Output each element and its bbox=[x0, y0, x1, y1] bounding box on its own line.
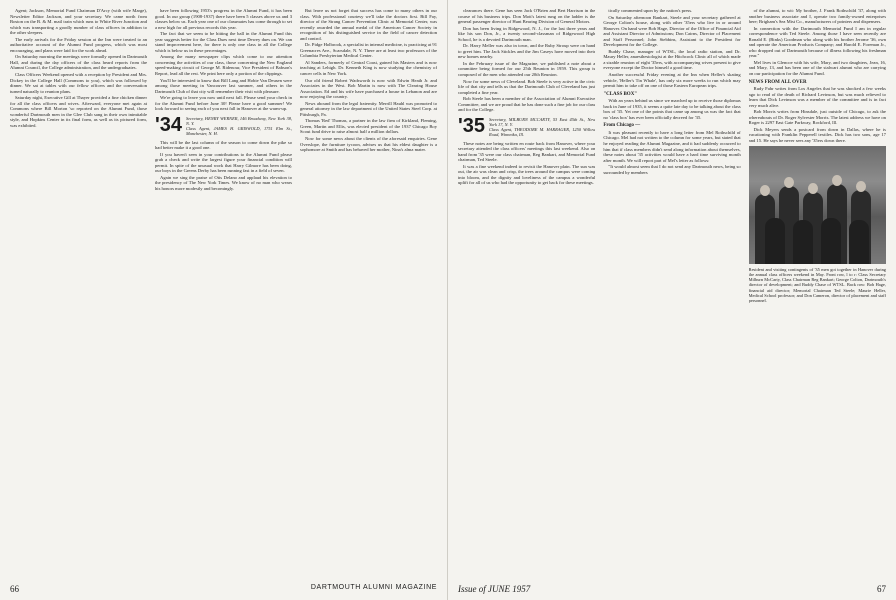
paragraph: Al Sanders, formerly of Central Coast, gained his Masters and is now teaching at Lehigh. Dr. Kenneth King is now studying the chemistry of cancer cells in New York. bbox=[300, 59, 437, 77]
class-1935-header bbox=[458, 114, 596, 138]
photo-figure bbox=[793, 220, 813, 264]
left-page-columns bbox=[10, 8, 437, 560]
paragraph: Now for some news about the clients of the aforesaid enquiries. Gene Overslope, the furniture tycoon, advises us that his eldest daughter is a sophomore at Smith and has behaved her mother, Nina's alma mater. bbox=[300, 136, 437, 153]
paragraph: Dick Meyers sends a postcard from down in Dallas, where he is vacationing with Franklin Pepperell textiles. Dick has two sons, age 17 and 15. He says he never sees any '35ers down there. bbox=[748, 126, 886, 144]
paragraph: But leave us not forget that success has come to many others in our class. With professional courtesy we'll take the doctors first. Bill Fay, director of the Strang Cancer Prevention Clinic at Memorial Center, was recently awarded the annual medal of the American Cancer Society in recognition of his distinguished service in the field of cancer detection and control. bbox=[300, 8, 437, 41]
paragraph: If you haven't seen in your contributions to the Alumni Fund please grab a check and write the largest figure your financial condition will permit. In spite of the unusual work that Harry Gilmore has been doing, our boys in the Greens Derby has been running fast in a field of seven. bbox=[155, 151, 292, 174]
paragraph: Buddy Chase, manager of WTSL, the local radio station, and Dr. Maury Heller, anaesthesiologist at the Hitchcock Clinic all of which made a sizable reunion of eight '35ers, with accompanying wives present to give everyone except the Doctor himself a good time. bbox=[603, 48, 741, 71]
class-number: '34 bbox=[155, 113, 183, 136]
photo-figure bbox=[821, 218, 841, 264]
paragraph: Saturday night, Executive Gill at Thayer provided a fine chicken dinner for all the class officers and wives. Afterward, everyone met again at Commons where Bill Morton 'so reported on the Alumni Fund, those wonderful Dartmouth men in the Glee Club sang in their own inimitable style, and Hopkins Center in its final form, as well as its pictured form, was exhibited. bbox=[10, 95, 147, 128]
paragraph: Bob Steele has been a member of the Association of Alumni Executive Committee, and we are proud that he has done such a fine job for our class and for the College. bbox=[458, 96, 596, 113]
photo-figure-head bbox=[832, 175, 842, 186]
issue-date: Issue of JUNE 1957 bbox=[458, 584, 531, 594]
magazine-title: DARTMOUTH ALUMNI MAGAZINE bbox=[310, 584, 437, 591]
paragraph: clearances there. Gene has seen Jack O'Brien and Bert Harrison in the course of his business trips. Don Mott's latest rung on the ladder is the general passenger director of Hunt Bearing Division of General Motors. bbox=[458, 8, 596, 25]
paragraph: With an years behind us since we marched up to receive those diplomas back in June of 1935, it seems a quite late day to be talking about the class box of '35. Yet one of the points that came up among us was the fact that no 'class box' has ever been officially decreed for '35. bbox=[603, 98, 741, 120]
class-agent: Class Agent, THEODORE M. HARRAGER, 1250 Willow Road, Winnetka, Ill. bbox=[489, 127, 596, 138]
paragraph: Dr. Pidge Holbrook, a specialist in internal medicine, is practicing at 91 Greenacres Ave., Scarsdale, N. Y. There are at least two professors of the Columbia Presbyterian Medical Center. bbox=[300, 42, 437, 59]
paragraph: Don has been living in Ridgewood, N. J., for the last three years and like his son Don, Jr., a twenty second-classman of Ridgewood High School, he is a devoted Dartmouth man. bbox=[458, 25, 596, 42]
class-1934-header bbox=[155, 113, 292, 137]
paragraph: This will be the last column of the season to come down the pike so had better make it a good one. bbox=[155, 139, 292, 151]
left-column-2 bbox=[155, 8, 292, 560]
page-number: 66 bbox=[10, 584, 19, 594]
class-secretary: Secretary, HENRY WERNER, 146 Broadway, New York 38, N. Y. bbox=[186, 115, 292, 127]
right-column-1 bbox=[458, 8, 595, 560]
left-page-footer bbox=[10, 584, 437, 594]
paragraph: Among the many newspaper clips which come to our attention concerning the activities of our class, those concerning the New England speed-making circuit of George M. Ridenour, Vice President of Babson's Report, lead all the rest. We print here only a portion of the clippings. bbox=[155, 54, 292, 77]
paragraph: In connection with the Dartmouth Memorial Fund I am in regular correspondence with Ted Steele. Among those I have seen recently are Ronald E. (Binks) Goodman who along with his brother Jerome '36, own and operate the American Products Company; and Harold E. Foreman Jr., who dropped out of Dartmouth because of illness following his freshman year." bbox=[748, 25, 886, 59]
group-photo bbox=[749, 146, 886, 264]
right-column-3 bbox=[749, 8, 886, 560]
photo-figure-head bbox=[760, 185, 770, 196]
right-page-footer bbox=[458, 584, 886, 594]
paragraph: of the alumni, to wit: My brother, J. Frank Rothschild '37, along with another business associate and I, operate two family-owned enterprises here; Brigham's Sea Mist Co., manufacturers of pointers and dispensers. bbox=[748, 8, 886, 25]
photo-figure-head bbox=[856, 181, 866, 192]
paragraph: These notes are being written en route back from Hanover, where your secretary attended the class officers' meetings this last weekend. Also on hand from '35 were our class chairman, Reg Bankart, and Memorial Fund chairman, Ted Steele. bbox=[458, 140, 596, 163]
page-number: 67 bbox=[877, 584, 886, 594]
paragraph: Agent; Jackson, Memorial Fund Chairman D'Arcy (with wife Marge), Newsletter Editor Jackson, and your secretary. We came north from Boston on the B. & M. mail train which runs to White River Junction and which was transporting a goodly number of class officers in addition to the other sleepers. bbox=[10, 8, 147, 36]
photo-figure bbox=[765, 218, 785, 264]
section-heading-news: NEWS FROM ALL OVER bbox=[748, 79, 807, 85]
paragraph: Our old friend Robert Wadsworth is now with Edwin Heath Jr. and Associates in the West. Bob Martin is now with The Clearing House Association. Ed and his wife have purchased a house in Lebanon and are now enjoying the country. bbox=[300, 77, 437, 100]
paragraph: tically commented upon by the nation's press. bbox=[608, 8, 693, 13]
paragraph: Again we sing the praise of Otis Delano and applaud his elevation to the presidency of The New York Times. We know of no man who wears his honors more modestly and becomingly. bbox=[155, 174, 292, 192]
photo-caption: Resident and visiting contingents of '35 men got together in Hanover during the annual class officers weekend in May. Front row, l to r: Class Secretary Milburn McCarty, Class Chairman Reg Bankart; George Colton, Dartmouth's director of development; and Buddy Chase of WTSL. Back row: Bob Hage, financial aid director; Memorial Chairman Ted Steele; Maurie Heller, Medical School professor; and Don Cameron, director of placement and staff personnel. bbox=[748, 266, 886, 304]
paragraph: "It would almost seem that I do not send any Dartmouth news, being so surrounded by members bbox=[603, 164, 741, 175]
paragraph: We're going to leave you now until next fall. Please send your check in for the Alumni Fund before June 30! Please have a good summer! We look forward to seeing each of you next fall in Hanover at the warm-up. bbox=[155, 95, 292, 112]
section-heading-class-box: "CLASS BOX" bbox=[603, 91, 638, 97]
paragraph: Mel lives in Glencoe with his wife, Mary, and two daughters, Jean, 16, and Mary, 13, and has been one of the stalwart alumni who are carrying on our participation for the Alumni Fund. bbox=[748, 59, 886, 77]
right-column-2 bbox=[603, 8, 740, 560]
paragraph: In the February issue of the Magazine, we published a note about a committee being formed for our 25th Reunion in 1959. This group is composed of the men who attended our 20th Reunion. bbox=[458, 60, 596, 78]
paragraph: News abound from the legal fraternity. Merrill Hauhl was promoted to general attorney in the law department of the United States Steel Corp. at Pittsburgh, Pa. bbox=[300, 100, 437, 117]
paragraph: The fact that we seem to be hitting the ball in the Alumni Fund this year suggests better for the Class Dues next time Dewey dues on. We can stand improvement here, for there is only one class in all the College which is below us in these percentages. bbox=[155, 31, 292, 53]
paragraph: Now for some news of Cleveland. Bob Steele is very active in the civic life of that city and tells us that the Dartmouth Club of Cleveland has just completed a fine year. bbox=[458, 78, 596, 95]
paragraph: Class Officers Weekend opened with a reception by President and Mrs. Dickey in the College Hall (Commons to you), which was followed by dinner. We sat at tables with our fellow officers and the conversation turned naturally to reunion plans. bbox=[10, 72, 147, 94]
paragraph: On Saturday morning the meetings were formally opened in Dartmouth Hall, and during the day officers of the class heard reports from the Alumni Council, the College administration, and the undergraduates. bbox=[10, 54, 147, 71]
paragraph: have been following 1953's progress in the Alumni Fund, it has been good. In our group (1908-1937) there have been 5 classes above us and 3 classes below us. Each year one of our classmates has come through to set a new high for all previous records this year. bbox=[155, 8, 292, 30]
right-page bbox=[448, 0, 896, 600]
paragraph: Bob Morris writes from Hinsdale, just outside of Chicago, to ask the whereabouts of Dr. Roger Sylvester Morris. The latest address we have on Roger is 2297 East Gate Parkway, Rockford, Ill. bbox=[748, 109, 886, 126]
paragraph: The early arrivals for the Friday session at the Inn were treated to an authoritative account of the Alumni Fund progress, which was most encouraging, and plans were laid for the work ahead. bbox=[10, 36, 147, 53]
photo-figure-head bbox=[784, 177, 794, 188]
left-column-3 bbox=[300, 8, 437, 560]
paragraph: Rudy Fahr writes from Los Angeles that he was shocked a few weeks ago to read of the death of Richard Levinson, but was much relieved to learn that Dick Levinson was a member of the committee and is in fact very much alive. bbox=[748, 86, 886, 108]
paragraph: Another successful Friday evening at the Inn when Heller's skating vehicle, 'Heller's Tin Whale', has only six more weeks to run which may permit him to take off on one of those Eastern European trips. bbox=[603, 72, 741, 89]
paragraph: Thomas 'Red' Thomas, a partner in the law firm of Kirkland, Fleming, Green, Martin and Ellis, was elected president of the 1937 Chicago Boy Scout fund drive to raise almost half a million dollars. bbox=[300, 118, 437, 135]
photo-figure bbox=[849, 220, 869, 264]
class-secretary: Secretary, MILBURN MCCARTY, 53 East 45th St., New York 17, N. Y. bbox=[489, 116, 596, 128]
paragraph: It was a fine weekend indeed to revisit the Hanover plain. The sun was out, the air was clean and crisp, the trees around the campus were coming into bloom, and the dignity and loveliness of the campus a wonderful uplift for all of us who had the opportunity to get back for these meetings. bbox=[458, 163, 596, 186]
paragraph: It was pleasant recently to have a long letter from Mel Rothschild of Chicago. Mel had not written to the column for some years, but stated that he enjoyed reading the Alumni Magazine, and it had suddenly occurred to him that if class members didn't send along information about themselves, these notes about '35 activities would have a hard time surviving month after month. We will report part of Mel's letter as follows: bbox=[603, 129, 741, 163]
class-agent: Class Agent, JAMES H. GRISWOLD, 1751 Elm St., Manchester, N. H. bbox=[186, 126, 292, 137]
right-page-columns bbox=[458, 8, 886, 560]
left-column-1 bbox=[10, 8, 147, 560]
paragraph: Dr. Harry Meller was also in town, and the Ruby Stroup were on hand to greet him. The Jack Stickles and the Jim Caseys have moved into their new homes nearby. bbox=[458, 43, 596, 60]
paragraph: You'll be interested to know that Bill Lang and Hobie Van Deusen were among those meeting in Vancouver last summer, and others in the Dartmouth Club of that city will remember their visit with pleasure. bbox=[155, 77, 292, 94]
paragraph: On Saturday afternoon Bankart, Steele and your secretary gathered at George Colton's house, along with other '35ers who live in or around Hanover. On hand were Bob Hage, Director of the Office of Financial Aid and Assistant Director of Admissions; Don Cairns, Director of Placement and Staff Personnel; John Stebbins, Assistant to the President for Development for the College. bbox=[603, 14, 741, 48]
photo-figure-head bbox=[808, 183, 818, 194]
class-number: '35 bbox=[458, 114, 486, 137]
section-heading-chicago: From Chicago — bbox=[603, 123, 641, 129]
